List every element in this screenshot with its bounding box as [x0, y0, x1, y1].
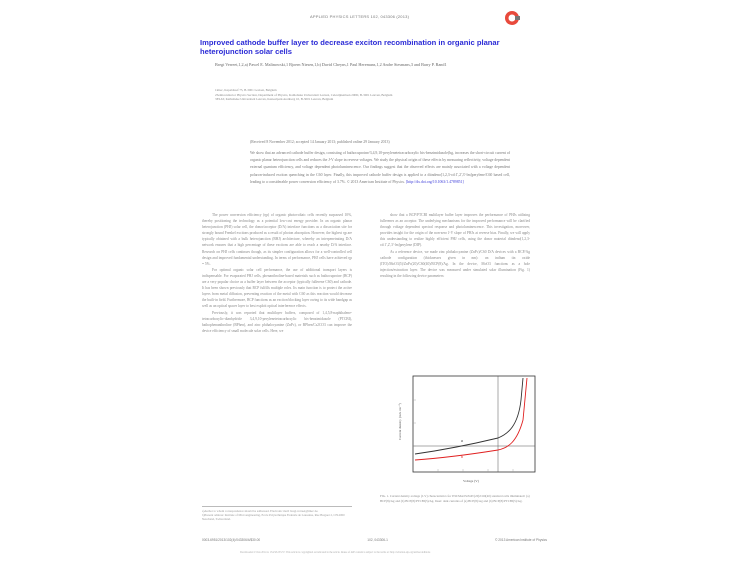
paragraph: The power conversion efficiency (ηp) of organic photovoltaic cells recently surpassed 10%, thereby positioning the technology as a potential low-cost energy provider. In an organic planar heterojunction (PHJ) solar cell, the donor/acceptor (D/A) interface functions as a dissociation site for strongly bound Frenkel excitons produced as a result of photon absorption. However, the highest ηp are typically obtained with a bulk heterojunction (BHJ) architecture, whereby an interpenetrating D/A network ensures that a high percentage of these excitons are able to reach a nearby D/A interface. Research on PHJ cells continues though, as its simpler configuration allows for a well-controlled cell design and improved fundamental understanding. In terms of performance, PHJ cells have achieved ηp = 5%.: [202, 213, 352, 266]
paper-page: [190, 0, 560, 563]
footnotes: [202, 506, 352, 522]
right-column: [380, 212, 530, 279]
doi-link[interactable]: [http://dx.doi.org/10.1063/1.4789851]: [405, 179, 464, 184]
x-axis-label: Voltage (V): [463, 479, 479, 483]
article-title: Improved cathode buffer layer to decrease exciton recombination in organic planar heterojunction solar cells: [200, 38, 500, 56]
crossmark-icon[interactable]: [503, 9, 521, 27]
figure-1-plot: [393, 370, 543, 490]
footer-issn: 0003-6951/2013/102(4)/043306/4/$30.00: [202, 538, 261, 542]
curve-b: [415, 378, 527, 460]
download-notice: Downloaded 13 Jan 2014 to 134.58.253.57. This article is copyrighted as indicated in the article. Reuse of AIP content is subject to the terms at: http://scitation.aip.org/termsconditions: [240, 551, 431, 554]
affiliation-1: 1imec, Kapeldreef 75, B-3001 Leuven, Belgium: [215, 88, 277, 92]
left-column: [202, 212, 352, 334]
received-dates: (Received 8 November 2012; accepted 14 January 2013; published online 29 January 2013): [250, 140, 390, 144]
curve-b-label: b: [461, 454, 463, 459]
abstract: [250, 150, 510, 186]
affiliation-2: 2Semiconductor Physics Section, Department of Physics, Katholieke Universiteit Leuven, Celestijnenlaan 200D, B-3001 Leuven, Belgium: [215, 92, 393, 97]
footer-copyright: © 2013 American Institute of Physics: [495, 538, 547, 542]
paragraph: Previously, it was reported that multilayer buffers, composed of 1,4,5,8-naphthalene-tetracarboxylic-dianhydride 3,4,9,10-perylenetetracarboxylic bis-benzimidazole (PTCBI), bathophenanthroline (BPhen), and zinc phthalocyanine (ZnPc), or BPhen/Cs2CO3 can improve the device efficiency of small molecule solar cells. Here, we: [202, 310, 352, 333]
journal-header: APPLIED PHYSICS LETTERS 102, 043306 (2013): [310, 14, 410, 19]
affiliations: [215, 88, 505, 102]
footer-page: 102, 043306-1: [367, 538, 388, 542]
y-axis-label: Current density (mA cm⁻²): [398, 403, 402, 440]
plot-frame: [413, 376, 535, 472]
author-list: Bregt Verreet,1,2,a) Pawel E. Malinowski,1 Bjoern Niesen,1,b) David Cheyns,1 Paul Heremans,1,2 Andre Stesmans,3 and Barry P. Rand1: [215, 62, 447, 67]
footnote-b: b)Present address: Institute of Microengineering, Ecole Polytechnique Federale de Lausanne, Rue Breguet 2, CH-2000 Neuchatel, Switzerland.: [202, 513, 345, 522]
paragraph: show that a BCP/PTCBI multilayer buffer layer improves the performance of PHJs utilizing fullerenes as an acceptor. The underlying mechanisms for the improved performance will be clarified through voltage dependent spectral response and photoluminescence. This investigation, moreover, provides insight for the origin of the non-zero J-V slope of PHJs at reverse bias. Finally, we will apply this understanding to realize highly efficient PHJ cells, using the donor material diindeno[1,2,3-cd:1',2',3'-lm]perylene (DIP).: [380, 213, 530, 248]
footnote-a: a)Author to whom correspondence should be addressed. Electronic mail: bregt.verreet@imec.be.: [202, 509, 319, 513]
curve-a-label: a: [461, 438, 463, 443]
figure-caption: FIG. 1. Current density-voltage (J-V) characteristics for ITO/MoO3/ZnPc(20)/C60(40) standard cells illuminated: (a) BCP(8)/Ag and (b) BCP(8)/PTCBI(5)/Ag. Inset: dark currents of (a) BCP(8)/Ag and (b) BCP(8)/PTCBI(5)/Ag.: [380, 494, 530, 503]
paragraph: For optimal organic solar cell performance, the use of additional transport layers is indispensable. For evaporated PHJ cells, phenanthroline-based materials such as bathocuproine (BCP) are a very popular choice as a buffer layer between the acceptor (typically fullerene C60) and cathode. It has been shown previously that BCP fulfills multiple roles. Its main function is to protect the active layers from metal diffusion, preventing reaction of the metal with C60 as this reaction would decrease the built-in field. Furthermore, BCP functions as an exciton blocking layer owing to its wide bandgap as well as an optical spacer layer to best exploit optical interference effects.: [202, 267, 352, 309]
abstract-text: We show that an advanced cathode buffer design, consisting of bathocuproine/3,4,9,10-perylenetetracarboxylic bis-benzimidazole(bg, increases the short-circuit current of organic planar heterojunction cells and reduces the J-V slope in reverse voltages. We study the physical origin of these effects by measuring reflectivity, voltage dependent external quantum efficiency, and voltage dependent photoluminescence. Our findings suggest that the observed effects are mainly associated with a voltage dependent polaron-induced exciton quenching in the C60 layer. Finally, this improved cathode buffer design is applied to a diindeno[1,2,3-cd:1',2',3'-lm]perylene/C60 based cell, leading to a considerable power conversion efficiency of 3.7%. © 2013 American Institute of Physics.: [250, 151, 510, 184]
curve-a: [415, 378, 523, 454]
affiliation-3: 3ESAT, Katholieke Universiteit Leuven, Kasteelpark Arenberg 10, B-3001 Leuven, Belgium: [215, 97, 334, 102]
paragraph: As a reference device, we made zinc phthalocyanine (ZnPc)/C60 D/A devices with a BCP/Ag cathode configuration (thicknesses given in nm): on indium tin oxide (ITO)/MoO3(5)/ZnPc(20)/C60(40)/BCP(8)/Ag. In the device, MoO3 functions as a hole injection/extraction layer. The device was measured under simulated solar illumination (Fig. 1) resulting in the following device parameters:: [380, 249, 530, 278]
page-footer: [202, 538, 547, 542]
